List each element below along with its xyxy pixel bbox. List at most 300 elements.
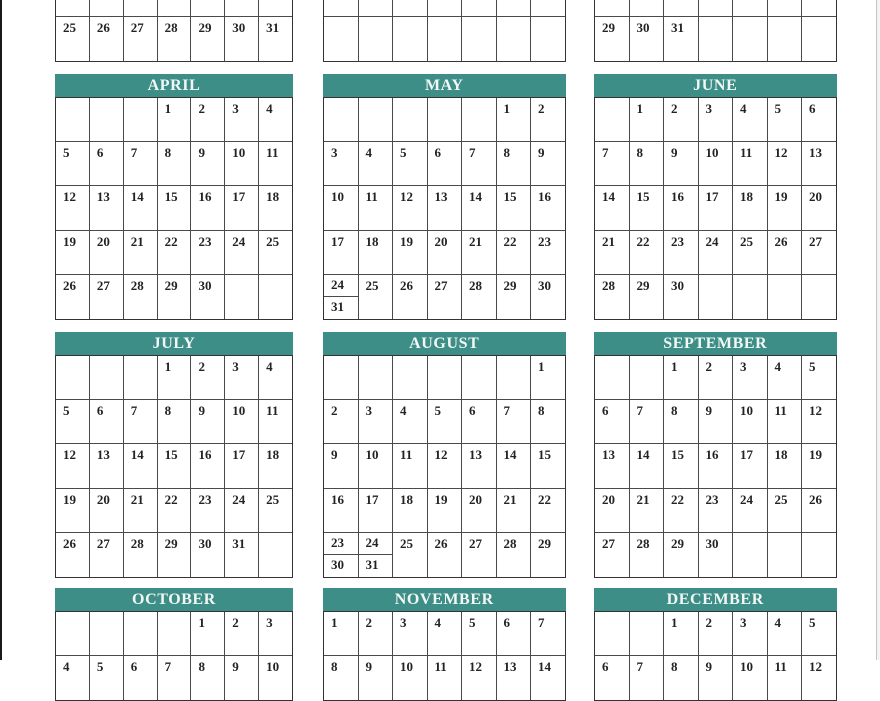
june-day-25 (733, 231, 768, 275)
april-day-2 (191, 98, 225, 142)
march-empty-cell (768, 17, 803, 61)
april-empty-cell (225, 275, 259, 319)
march-empty-cell (699, 17, 734, 61)
day-number: 24 (705, 233, 719, 249)
day-number: 3 (232, 101, 239, 116)
april-day-11 (259, 142, 292, 186)
week-row (324, 489, 565, 533)
week-row (595, 17, 836, 61)
august-empty-cell (497, 356, 532, 400)
june-day-23 (664, 231, 699, 275)
day-number: 27 (96, 277, 110, 293)
september-day-15 (664, 444, 699, 488)
day-number: 26 (434, 535, 448, 551)
day-number: 10 (740, 403, 753, 419)
may-day-15 (497, 186, 532, 230)
day-number: 22 (503, 233, 517, 249)
day-number: 15 (164, 189, 178, 205)
month-header-november: NOVEMBER (323, 588, 566, 611)
day-number: 13 (503, 659, 517, 675)
october-empty-cell (56, 612, 90, 656)
may-day-4 (359, 142, 394, 186)
may-day-28 (462, 275, 497, 319)
march-empty-cell (630, 0, 665, 17)
day-number: 1 (164, 101, 172, 116)
week-row (56, 98, 292, 142)
october-day-6 (124, 656, 158, 700)
day-number: 2 (232, 615, 239, 630)
day-number: 3 (266, 615, 273, 630)
day-number: 29 (636, 277, 650, 293)
september-day-16 (699, 444, 734, 488)
may-day-22 (497, 231, 532, 275)
day-number: 14 (602, 189, 615, 205)
day-number: 14 (130, 447, 144, 463)
week-row (56, 612, 292, 656)
day-number: 25 (63, 20, 76, 36)
vertical-scrollbar[interactable] (876, 0, 880, 660)
june-day-13 (802, 142, 836, 186)
may-day-23 (531, 231, 565, 275)
day-number: 15 (164, 447, 178, 463)
day-number: 29 (164, 277, 178, 293)
day-number: 8 (671, 403, 678, 419)
week-row (324, 17, 565, 61)
day-number: 14 (130, 189, 144, 205)
day-number: 20 (602, 491, 615, 507)
day-number: 4 (740, 101, 747, 116)
december-day-2 (699, 612, 734, 656)
april-day-5 (56, 142, 90, 186)
may-day-14 (462, 186, 497, 230)
december-day-1 (664, 612, 699, 656)
september-day-20 (595, 489, 630, 533)
april-day-7 (124, 142, 158, 186)
july-day-12 (56, 444, 90, 488)
day-number: 14 (538, 659, 551, 675)
day-number: 12 (774, 145, 788, 161)
week-row (324, 0, 565, 17)
day-number: 11 (400, 447, 413, 463)
april-day-21 (124, 231, 158, 275)
day-number: 19 (774, 189, 788, 205)
october-day-4 (56, 656, 90, 700)
april-day-19 (56, 231, 90, 275)
day-number: 7 (130, 145, 138, 161)
day-number: 8 (503, 145, 510, 161)
june-empty-cell (733, 275, 768, 319)
month-grid-june (594, 97, 837, 320)
february-empty-cell (393, 0, 428, 17)
week-row (56, 186, 292, 230)
day-number: 6 (503, 615, 510, 630)
may-day-24 (324, 275, 358, 297)
august-day-13 (462, 444, 497, 488)
september-empty-cell (802, 533, 836, 577)
day-number: 18 (365, 233, 379, 249)
day-number: 6 (434, 145, 441, 161)
day-number: 7 (602, 145, 609, 161)
day-number: 2 (705, 359, 712, 374)
april-day-27 (90, 275, 124, 319)
september-day-25 (768, 489, 803, 533)
september-day-9 (699, 400, 734, 444)
day-number: 16 (331, 491, 344, 507)
day-number: 1 (636, 101, 643, 116)
june-day-29 (630, 275, 665, 319)
april-day-29 (158, 275, 192, 319)
march-empty-cell (802, 0, 836, 17)
december-day-7 (630, 656, 665, 700)
april-day-20 (90, 231, 124, 275)
january-day-31 (259, 17, 292, 61)
week-row (595, 0, 836, 17)
day-number: 26 (774, 233, 788, 249)
november-day-13 (497, 656, 532, 700)
week-row (595, 231, 836, 275)
august-day-16 (324, 489, 359, 533)
week-row (56, 17, 292, 61)
day-number: 28 (469, 277, 482, 293)
day-number: 21 (602, 233, 615, 249)
day-number: 23 (538, 233, 551, 249)
day-number: 7 (636, 659, 643, 675)
month-july (55, 332, 293, 578)
june-day-21 (595, 231, 630, 275)
september-empty-cell (733, 533, 768, 577)
october-empty-cell (90, 612, 124, 656)
month-august (323, 332, 566, 578)
august-empty-cell (462, 356, 497, 400)
january-empty-cell (191, 0, 225, 17)
week-row (595, 444, 836, 488)
day-number: 24 (740, 491, 753, 507)
day-number: 17 (331, 233, 344, 249)
may-day-8 (497, 142, 532, 186)
november-day-4 (428, 612, 463, 656)
august-day-5 (428, 400, 463, 444)
day-number: 15 (503, 189, 517, 205)
september-day-30 (699, 533, 734, 577)
day-number: 10 (740, 659, 753, 675)
june-day-17 (699, 186, 734, 230)
month-grid-march (594, 0, 837, 62)
day-number: 27 (809, 233, 822, 249)
june-empty-cell (768, 275, 803, 319)
december-day-12 (802, 656, 836, 700)
july-empty-cell (56, 356, 90, 400)
july-day-3 (225, 356, 259, 400)
july-day-28 (124, 533, 158, 577)
day-number: 5 (63, 403, 70, 419)
day-number: 6 (469, 403, 476, 419)
june-day-20 (802, 186, 836, 230)
december-empty-cell (595, 612, 630, 656)
november-day-8 (324, 656, 359, 700)
day-number: 13 (96, 189, 110, 205)
may-day-13 (428, 186, 463, 230)
november-day-1 (324, 612, 359, 656)
september-day-29 (664, 533, 699, 577)
day-number: 1 (331, 615, 338, 630)
day-number: 7 (164, 659, 172, 675)
day-number: 17 (365, 491, 379, 507)
july-day-31 (225, 533, 259, 577)
day-number: 18 (740, 189, 753, 205)
june-day-1 (630, 98, 665, 142)
day-number: 4 (400, 403, 407, 419)
july-day-23 (191, 489, 225, 533)
day-number: 12 (434, 447, 448, 463)
september-day-28 (630, 533, 665, 577)
february-empty-cell (359, 17, 394, 61)
day-number: 3 (740, 615, 747, 630)
month-grid-september (594, 355, 837, 578)
day-number: 23 (198, 233, 212, 249)
march-empty-cell (733, 17, 768, 61)
day-number: 29 (602, 20, 615, 36)
july-day-4 (259, 356, 292, 400)
february-empty-cell (497, 0, 532, 17)
march-empty-cell (699, 0, 734, 17)
day-number: 12 (809, 659, 822, 675)
july-day-30 (191, 533, 225, 577)
day-number: 7 (538, 615, 545, 630)
day-number: 10 (705, 145, 719, 161)
day-number: 12 (63, 189, 76, 205)
day-number: 1 (198, 615, 205, 630)
november-day-12 (462, 656, 497, 700)
april-empty-cell (90, 98, 124, 142)
march-empty-cell (802, 17, 836, 61)
july-day-10 (225, 400, 259, 444)
may-day-3 (324, 142, 359, 186)
august-day-9 (324, 444, 359, 488)
day-number: 11 (774, 403, 787, 419)
august-day-24 (359, 533, 393, 555)
day-number: 4 (365, 145, 372, 161)
day-number: 9 (538, 145, 545, 161)
day-number: 8 (538, 403, 545, 419)
day-number: 21 (130, 233, 144, 249)
june-day-11 (733, 142, 768, 186)
july-empty-cell (124, 356, 158, 400)
day-number: 21 (636, 491, 650, 507)
april-day-8 (158, 142, 192, 186)
day-number: 4 (774, 615, 781, 630)
day-number: 2 (538, 101, 545, 116)
day-number: 4 (434, 615, 441, 630)
may-day-2 (531, 98, 565, 142)
month-october (55, 588, 293, 701)
august-day-29 (531, 533, 565, 577)
september-day-5 (802, 356, 836, 400)
day-number: 3 (400, 615, 407, 630)
april-empty-cell (124, 98, 158, 142)
day-number: 25 (740, 233, 753, 249)
february-empty-cell (393, 17, 428, 61)
week-row (56, 0, 292, 17)
january-empty-cell (124, 0, 158, 17)
month-september (594, 332, 837, 578)
day-number: 14 (469, 189, 482, 205)
january-empty-cell (90, 0, 124, 17)
day-number: 4 (63, 659, 70, 675)
february-empty-cell (462, 17, 497, 61)
september-day-2 (699, 356, 734, 400)
july-day-25 (259, 489, 292, 533)
day-number: 12 (809, 403, 822, 419)
day-number: 9 (232, 659, 239, 675)
week-row (595, 533, 836, 577)
week-row (595, 98, 836, 142)
day-number: 29 (198, 20, 212, 36)
week-row (595, 489, 836, 533)
october-day-5 (90, 656, 124, 700)
april-day-4 (259, 98, 292, 142)
day-number: 30 (331, 556, 344, 572)
august-empty-cell (359, 356, 394, 400)
april-day-3 (225, 98, 259, 142)
day-number: 26 (63, 277, 76, 293)
august-empty-cell (324, 356, 359, 400)
day-number: 1 (164, 359, 172, 374)
day-number: 3 (232, 359, 239, 374)
day-number: 14 (636, 447, 650, 463)
july-day-21 (124, 489, 158, 533)
august-empty-cell (428, 356, 463, 400)
june-day-12 (768, 142, 803, 186)
month-header-october: OCTOBER (55, 588, 293, 611)
day-number: 13 (96, 447, 110, 463)
july-day-15 (158, 444, 192, 488)
august-day-2 (324, 400, 359, 444)
november-day-11 (428, 656, 463, 700)
day-number: 6 (96, 145, 104, 161)
day-number: 16 (671, 189, 684, 205)
august-day-8 (531, 400, 565, 444)
month-grid-april (55, 97, 293, 320)
july-day-13 (90, 444, 124, 488)
day-number: 19 (63, 233, 76, 249)
july-day-14 (124, 444, 158, 488)
month-december (594, 588, 837, 701)
day-number: 18 (774, 447, 788, 463)
week-row (324, 98, 565, 142)
day-number: 30 (538, 277, 551, 293)
march-day-31 (664, 17, 699, 61)
september-empty-cell (630, 356, 665, 400)
day-number: 10 (266, 659, 280, 675)
may-day-5 (393, 142, 428, 186)
day-number: 2 (198, 359, 205, 374)
day-number: 18 (400, 491, 413, 507)
september-day-8 (664, 400, 699, 444)
day-number: 9 (671, 145, 678, 161)
april-day-18 (259, 186, 292, 230)
september-day-17 (733, 444, 768, 488)
day-number: 22 (164, 491, 178, 507)
june-day-16 (664, 186, 699, 230)
april-day-9 (191, 142, 225, 186)
september-day-14 (630, 444, 665, 488)
week-row (324, 400, 565, 444)
july-day-20 (90, 489, 124, 533)
july-day-1 (158, 356, 192, 400)
august-day-14 (497, 444, 532, 488)
day-number: 6 (602, 659, 609, 675)
may-day-27 (428, 275, 463, 319)
july-day-26 (56, 533, 90, 577)
day-number: 4 (266, 359, 273, 374)
june-day-24 (699, 231, 734, 275)
month-grid-november (323, 611, 566, 701)
day-number: 8 (198, 659, 205, 675)
day-number: 20 (96, 491, 110, 507)
august-day-10 (359, 444, 394, 488)
day-number: 21 (130, 491, 144, 507)
month-november (323, 588, 566, 701)
october-empty-cell (124, 612, 158, 656)
june-day-26 (768, 231, 803, 275)
may-day-12 (393, 186, 428, 230)
day-number: 20 (809, 189, 822, 205)
august-day-31 (359, 555, 393, 577)
april-day-24 (225, 231, 259, 275)
day-number: 10 (232, 403, 246, 419)
day-number: 19 (434, 491, 448, 507)
day-number: 19 (400, 233, 413, 249)
september-day-12 (802, 400, 836, 444)
month-march (594, 0, 837, 62)
august-day-7 (497, 400, 532, 444)
april-day-25 (259, 231, 292, 275)
april-day-28 (124, 275, 158, 319)
day-number: 23 (331, 534, 344, 550)
month-header-july: JULY (55, 332, 293, 355)
day-number: 10 (331, 189, 344, 205)
february-empty-cell (324, 17, 359, 61)
day-number: 9 (198, 145, 205, 161)
may-day-6 (428, 142, 463, 186)
may-day-26 (393, 275, 428, 319)
day-number: 4 (774, 359, 781, 374)
may-day-10 (324, 186, 359, 230)
day-number: 14 (503, 447, 517, 463)
september-empty-cell (595, 356, 630, 400)
day-number: 11 (266, 145, 279, 161)
july-day-11 (259, 400, 292, 444)
july-day-22 (158, 489, 192, 533)
july-day-16 (191, 444, 225, 488)
august-day-4 (393, 400, 428, 444)
day-number: 30 (198, 535, 212, 551)
august-day-18 (393, 489, 428, 533)
june-empty-cell (802, 275, 836, 319)
february-empty-cell (531, 0, 565, 17)
day-number: 13 (469, 447, 482, 463)
day-number: 27 (130, 20, 144, 36)
week-row (324, 444, 565, 488)
august-day-23 (324, 533, 358, 555)
april-empty-cell (259, 275, 292, 319)
november-day-9 (359, 656, 394, 700)
day-number: 9 (331, 447, 338, 463)
november-day-6 (497, 612, 532, 656)
day-number: 27 (96, 535, 110, 551)
day-number: 22 (671, 491, 684, 507)
august-split-cell (324, 533, 359, 577)
